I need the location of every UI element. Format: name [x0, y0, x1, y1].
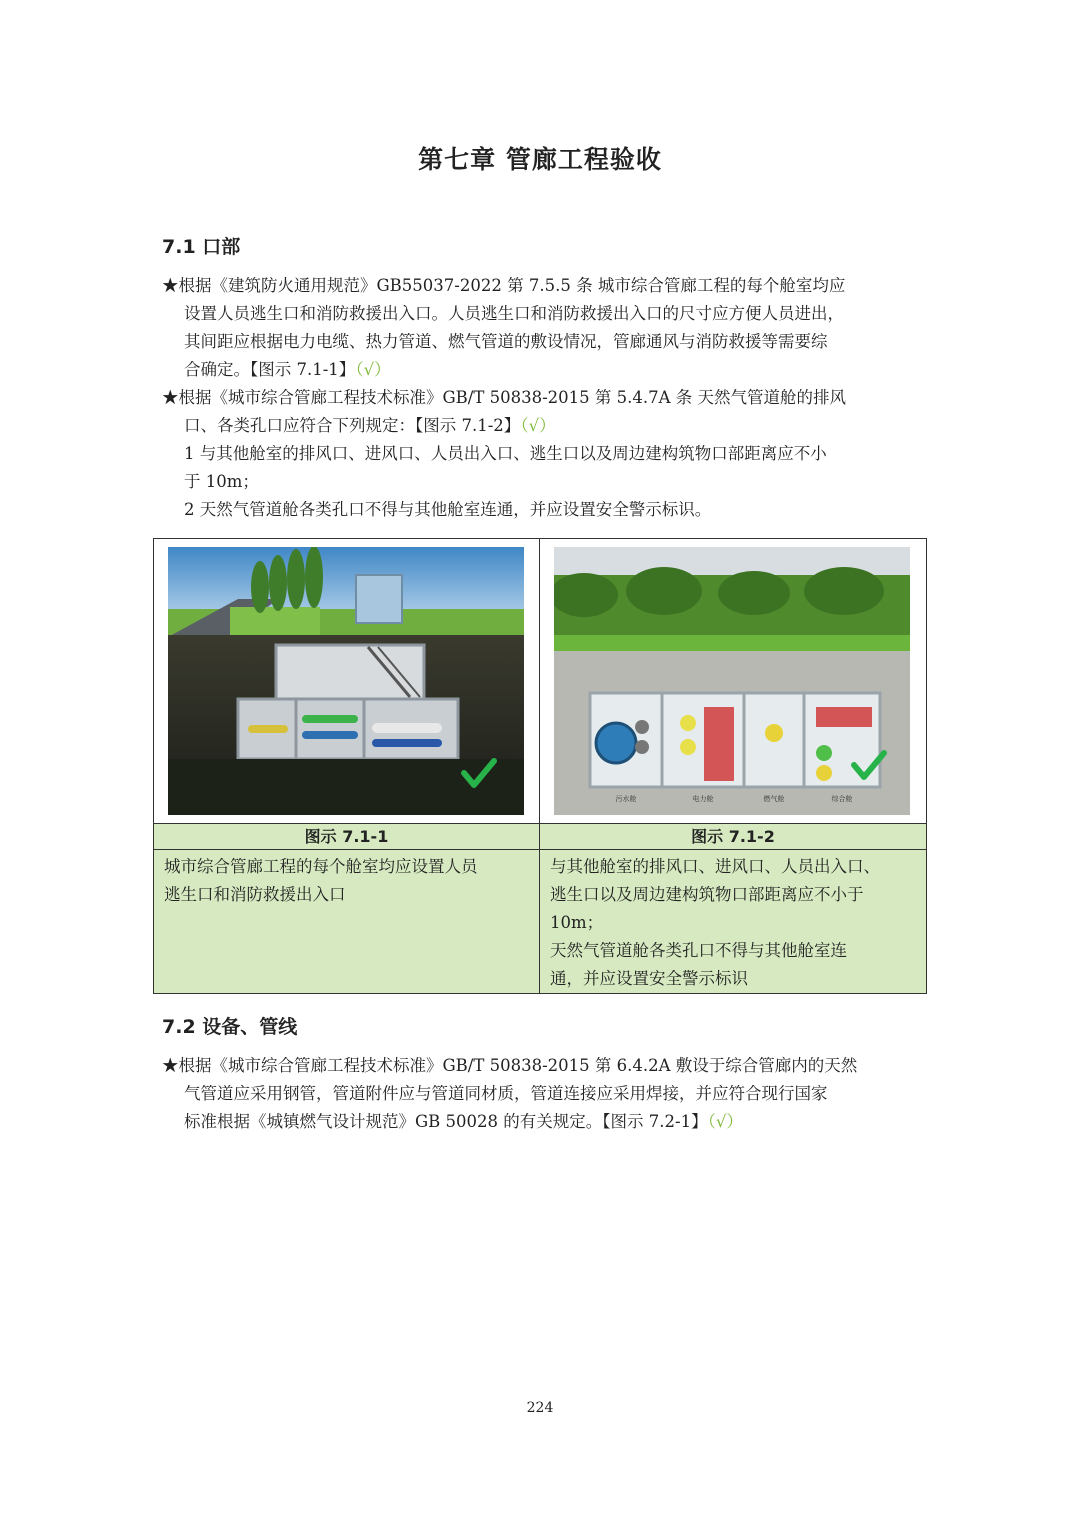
figure-caption: 图示 7.1-2 [540, 823, 926, 850]
text-line: 2 天然气管道舱各类孔口不得与其他舱室连通，并应设置安全警示标识。 [184, 500, 712, 519]
text-line: 城市综合管廊工程的每个舱室均应设置人员 [164, 857, 478, 876]
compartment-label: 综合舱 [831, 795, 853, 803]
text-line: ★根据《城市综合管廊工程技术标准》GB/T 50838-2015 第 6.4.2A 敷设于综合管廊内的天然 [162, 1056, 858, 1075]
text-line: ★根据《城市综合管廊工程技术标准》GB/T 50838-2015 第 5.4.7A 条 天然气管道舱的排风 [162, 388, 847, 407]
compartment-label: 燃气舱 [763, 795, 785, 803]
text-line: 于 10m； [184, 472, 259, 491]
text-line: 设置人员逃生口和消防救援出入口。人员逃生口和消防救援出入口的尺寸应方便人员进出， [184, 304, 844, 323]
utility-tunnel-escape-illustration [168, 547, 524, 815]
gas-compartment-section-illustration [554, 547, 910, 815]
text-line: 通，并应设置安全警示标识 [550, 969, 748, 988]
figure-table [153, 538, 927, 994]
text-line: 10m； [550, 913, 604, 932]
figure-caption: 图示 7.1-1 [154, 823, 540, 850]
check-mark: （√） [355, 360, 391, 379]
section-title-7-2: 7.2 设备、管线 [162, 1016, 298, 1038]
text-line: 标准根据《城镇燃气设计规范》GB 50028 的有关规定。【图示 7.2-1】 [184, 1112, 708, 1131]
text-line: 逃生口和消防救援出入口 [164, 885, 346, 904]
text-line: 逃生口以及周边建构筑物口部距离应不小于 [550, 885, 864, 904]
text-line: 其间距应根据电力电缆、热力管道、燃气管道的敷设情况，管廊通风与消防救援等需要综 [184, 332, 828, 351]
text-line: 与其他舱室的排风口、进风口、人员出入口、 [550, 857, 880, 876]
text-line: ★根据《建筑防火通用规范》GB55037-2022 第 7.5.5 条 城市综合管廊工程的每个舱室均应 [162, 276, 846, 295]
paragraph-7-2-item1 [162, 1052, 922, 1136]
check-mark: （√） [520, 416, 556, 435]
text-line: 天然气管道舱各类孔口不得与其他舱室连 [550, 941, 847, 960]
chapter-title: 第七章 管廊工程验收 [418, 145, 662, 174]
compartment-label: 污水舱 [615, 795, 637, 803]
text-line: 气管道应采用钢管，管道附件应与管道同材质，管道连接应采用焊接，并应符合现行国家 [184, 1084, 828, 1103]
paragraph-7-1-item2 [162, 384, 922, 524]
paragraph-7-1-item1 [162, 272, 922, 384]
figure-7-1-2-cell [540, 539, 926, 823]
figure-7-1-1-cell [154, 539, 540, 823]
compartment-label: 电力舱 [692, 795, 714, 803]
page-number: 224 [526, 1400, 554, 1416]
figure-description [540, 850, 926, 993]
text-line: 1 与其他舱室的排风口、进风口、人员出入口、逃生口以及周边建构筑物口部距离应不小 [184, 444, 827, 463]
figure-description [154, 850, 540, 993]
section-title-7-1: 7.1 口部 [162, 236, 241, 258]
text-line: 口、各类孔口应符合下列规定：【图示 7.1-2】 [184, 416, 521, 435]
check-mark: （√） [707, 1112, 743, 1131]
text-line: 合确定。【图示 7.1-1】 [184, 360, 356, 379]
